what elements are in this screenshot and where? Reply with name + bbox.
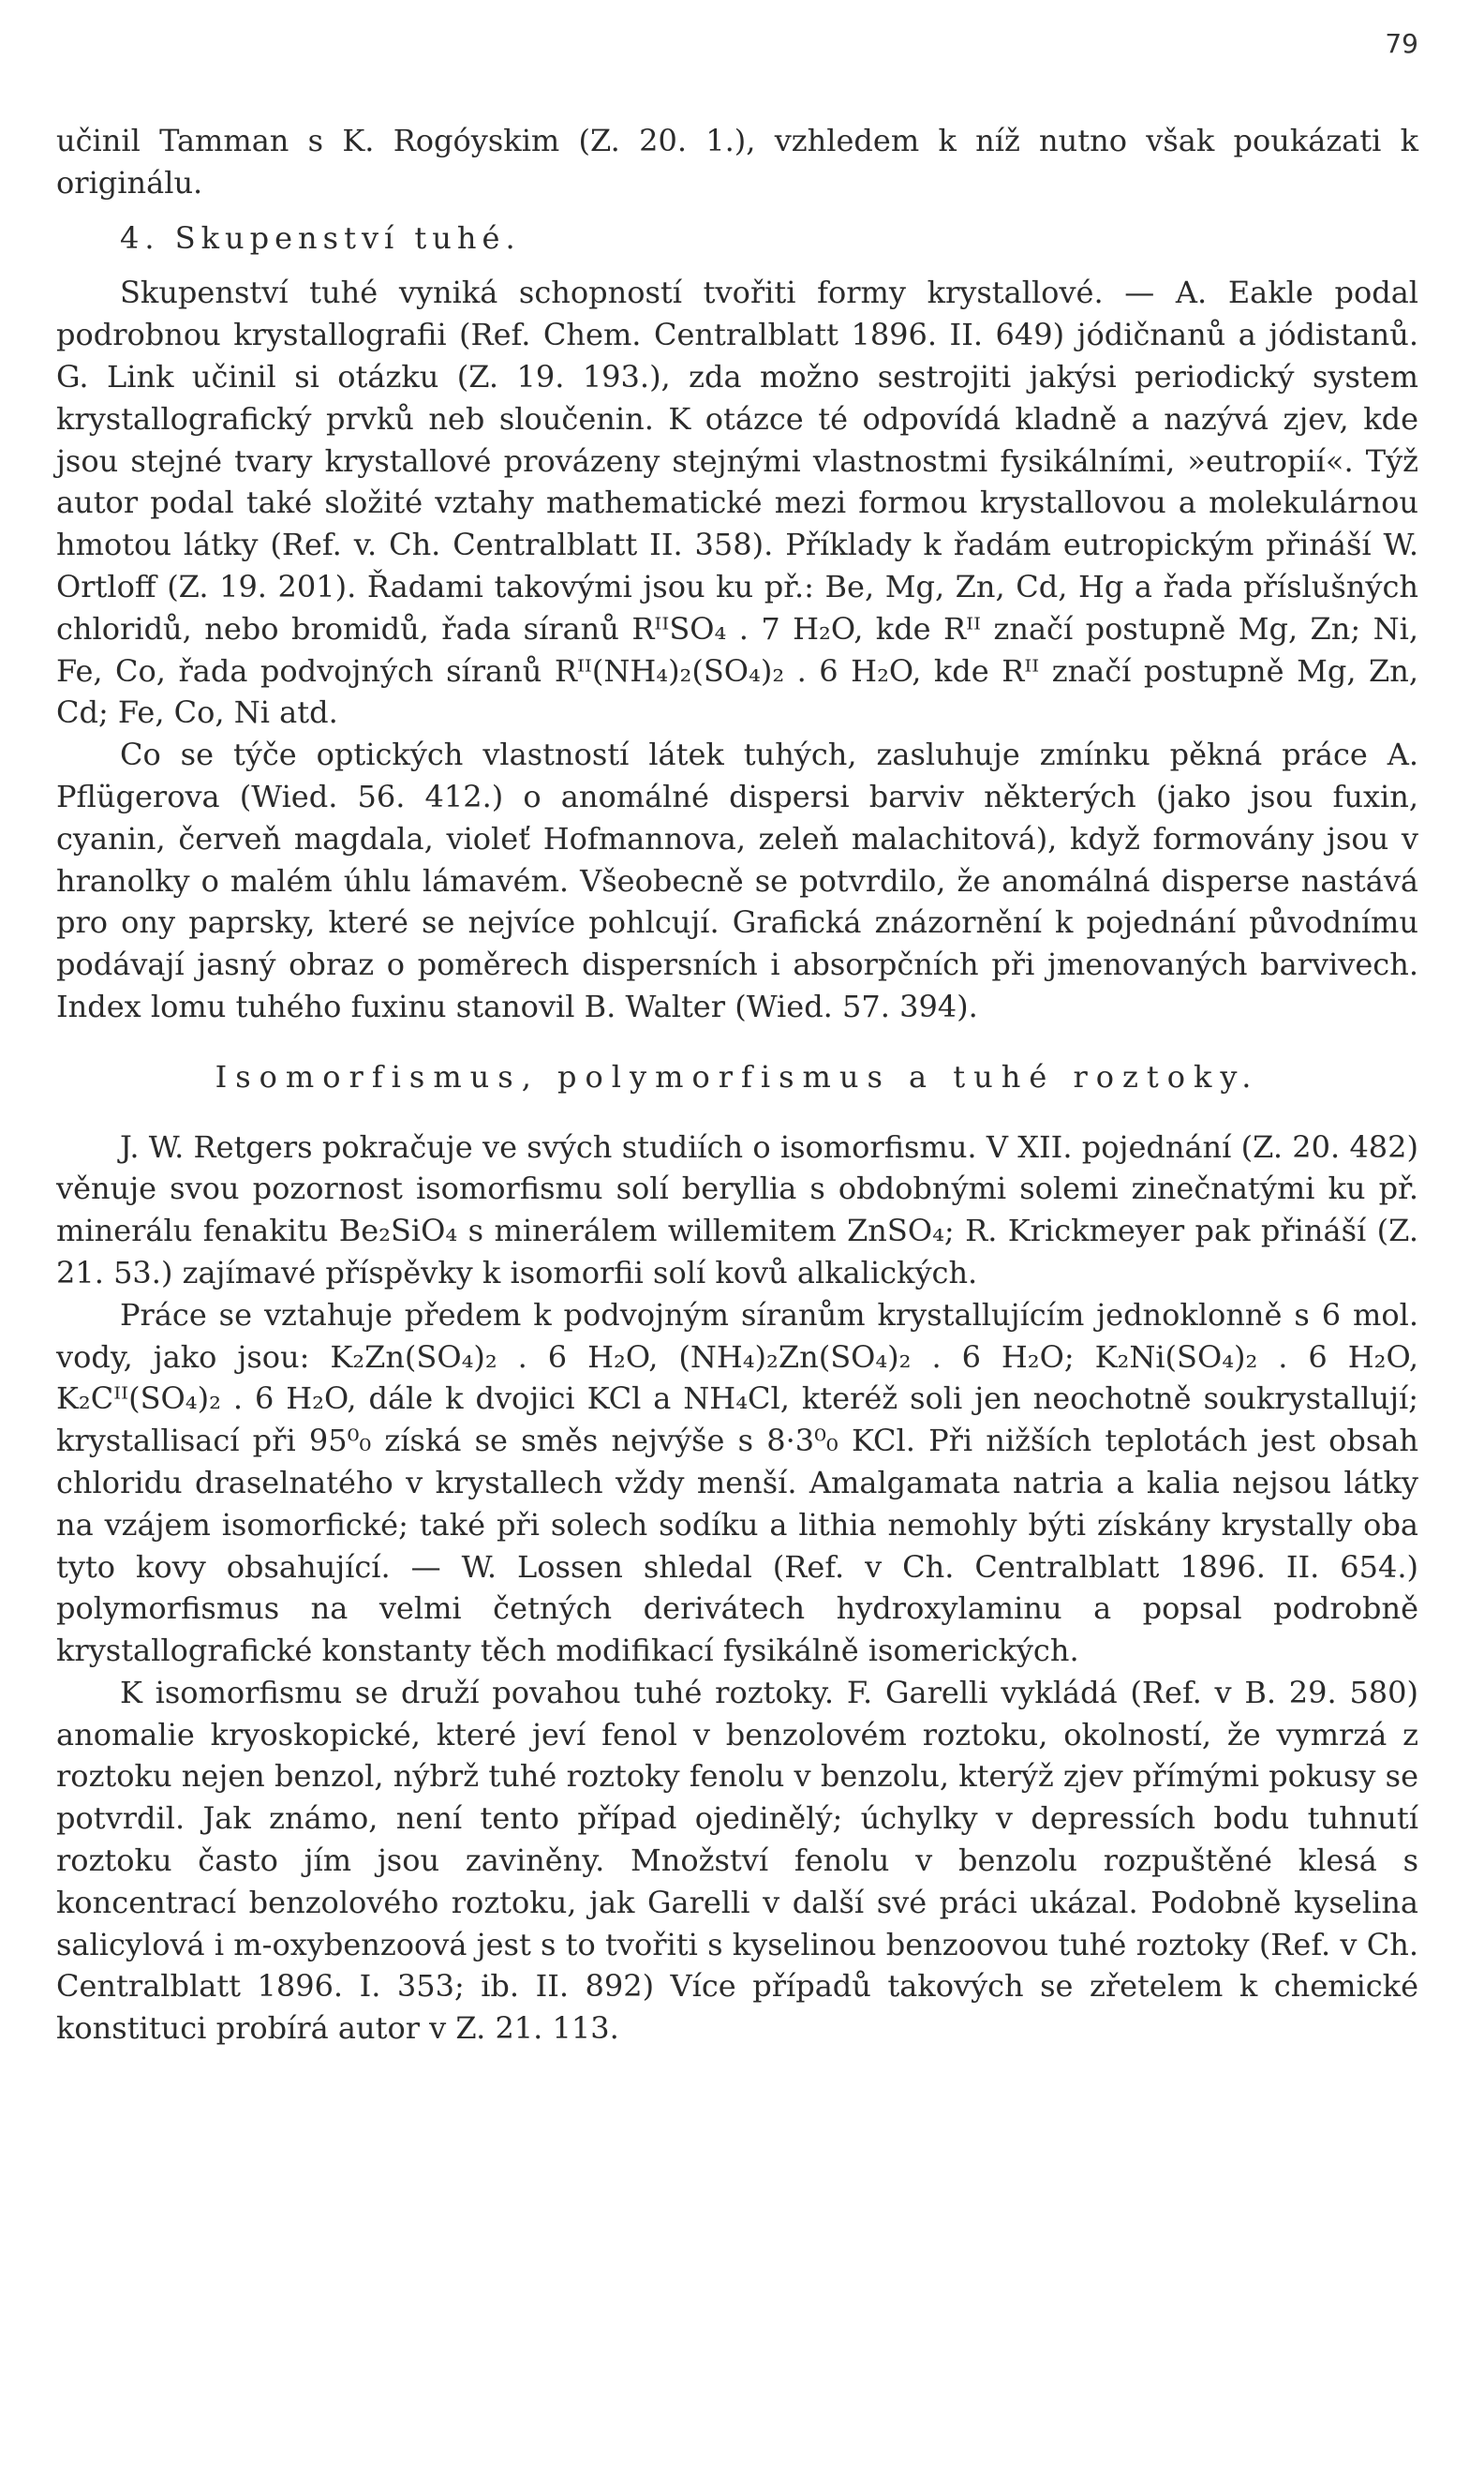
paragraph: K isomorfismu se druží povahou tuhé roztoky. F. Garelli vykládá (Ref. v B. 29. 580) anomalie kryoskopické, které jeví fenol v benzolovém roztoku, okolností, že vymrzá z roztoku nejen benzol, nýbrž tuhé roztoky fenolu v benzolu, kterýž zjev přímými pokusy se potvrdil. Jak známo, není tento případ ojedinělý; úchylky v depressích bodu tuhnutí roztoku často jím jsou zaviněny. Množství fenolu v benzolu rozpuštěné klesá s koncentrací benzolového roztoku, jak Garelli v další své práci ukázal. Podobně kyselina salicylová i m-oxybenzoová jest s to tvořiti s kyselinou benzoovou tuhé roztoky (Ref. v Ch. Centralblatt 1896. I. 353; ib. II. 892) Více případů takových se zřetelem k chemické konstituci probírá autor v Z. 21. 113.: [56, 1674, 1418, 2047]
continuation-paragraph: učinil Tamman s K. Rogóyskim (Z. 20. 1.), vzhledem k níž nutno však poukázati k originálu.: [56, 123, 1418, 201]
paragraph: Skupenství tuhé vyniká schopností tvořiti formy krystallové. — A. Eakle podal podrobnou krystallografii (Ref. Chem. Centralblatt 1896. II. 649) jódičnanů a jódistanů. G. Link učinil si otázku (Z. 19. 193.), zda možno sestrojiti jakýsi periodický system krystallografický prvků neb sloučenin. K otázce té odpovídá kladně a nazývá zjev, kde jsou stejné tvary krystallové provázeny stejnými vlastnostmi fysikálními, »eutropií«. Týž autor podal také složité vztahy mathematické mezi formou krystallovou a molekulárnou hmotou látky (Ref. v. Ch. Centralblatt II. 358). Příklady k řadám eutropickým přináší W. Ortloff (Z. 19. 201). Řadami takovými jsou ku př.: Be, Mg, Zn, Cd, Hg a řada příslušných chloridů, nebo bromidů, řada síranů RᴵᴵSO₄ . 7 H₂O, kde Rᴵᴵ značí postupně Mg, Zn; Ni, Fe, Co, řada podvojných síranů Rᴵᴵ(NH₄)₂(SO₄)₂ . 6 H₂O, kde Rᴵᴵ značí postupně Mg, Zn, Cd; Fe, Co, Ni atd.: [56, 275, 1418, 731]
paragraph: Práce se vztahuje předem k podvojným síranům krystallujícím jednoklonně s 6 mol. vody, jako jsou: K₂Zn(SO₄)₂ . 6 H₂O, (NH₄)₂Zn(SO₄)₂ . 6 H₂O; K₂Ni(SO₄)₂ . 6 H₂O, K₂Cᴵᴵ(SO₄)₂ . 6 H₂O, dále k dvojici KCl a NH₄Cl, kteréž soli jen neochotně soukrystallují; krystallisací při 95⁰₀ získá se směs nejvýše s 8·3⁰₀ KCl. Při nižších teplotách jest obsah chloridu draselnatého v krystallech vždy menší. Amalgamata natria a kalia nejsou látky na vzájem isomorfické; také při solech sodíku a lithia nemohly býti získány krystally oba tyto kovy obsahující. — W. Lossen shledal (Ref. v Ch. Centralblatt 1896. II. 654.) polymorfismus na velmi četných derivátech hydroxylaminu a popsal podrobně krystallografické konstanty těch modifikací fysikálně isomerických.: [56, 1296, 1418, 1669]
page-number: 79: [1385, 28, 1418, 59]
section-title: Isomorfismus, polymorfismus a tuhé roztoky.: [215, 1058, 1260, 1095]
text-body: [56, 120, 1418, 2050]
section-heading: 4. Skupenství tuhé.: [120, 219, 521, 256]
paragraph: J. W. Retgers pokračuje ve svých studiích o isomorfismu. V XII. pojednání (Z. 20. 482) věnuje svou pozornost isomorfismu solí beryllia s obdobnými solemi zinečnatými ku př. minerálu fenakitu Be₂SiO₄ s minerálem willemitem ZnSO₄; R. Krickmeyer pak přináší (Z. 21. 53.) zajímavé příspěvky k isomorfii solí kovů alkalických.: [56, 1128, 1418, 1290]
paragraph: Co se týče optických vlastností látek tuhých, zasluhuje zmínku pěkná práce A. Pflügerova (Wied. 56. 412.) o anomálné dispersi barviv některých (jako jsou fuxin, cyanin, červeň magdala, violeť Hofmannova, zeleň malachitová), když formovány jsou v hranolky o malém úhlu lámavém. Všeobecně se potvrdilo, že anomálná disperse nastává pro ony paprsky, které se nejvíce pohlcují. Grafická znázornění k pojednání původnímu podávají jasný obraz o poměrech dispersních i absorpčních při jmenovaných barvivech. Index lomu tuhého fuxinu stanovil B. Walter (Wied. 57. 394).: [56, 737, 1418, 1024]
